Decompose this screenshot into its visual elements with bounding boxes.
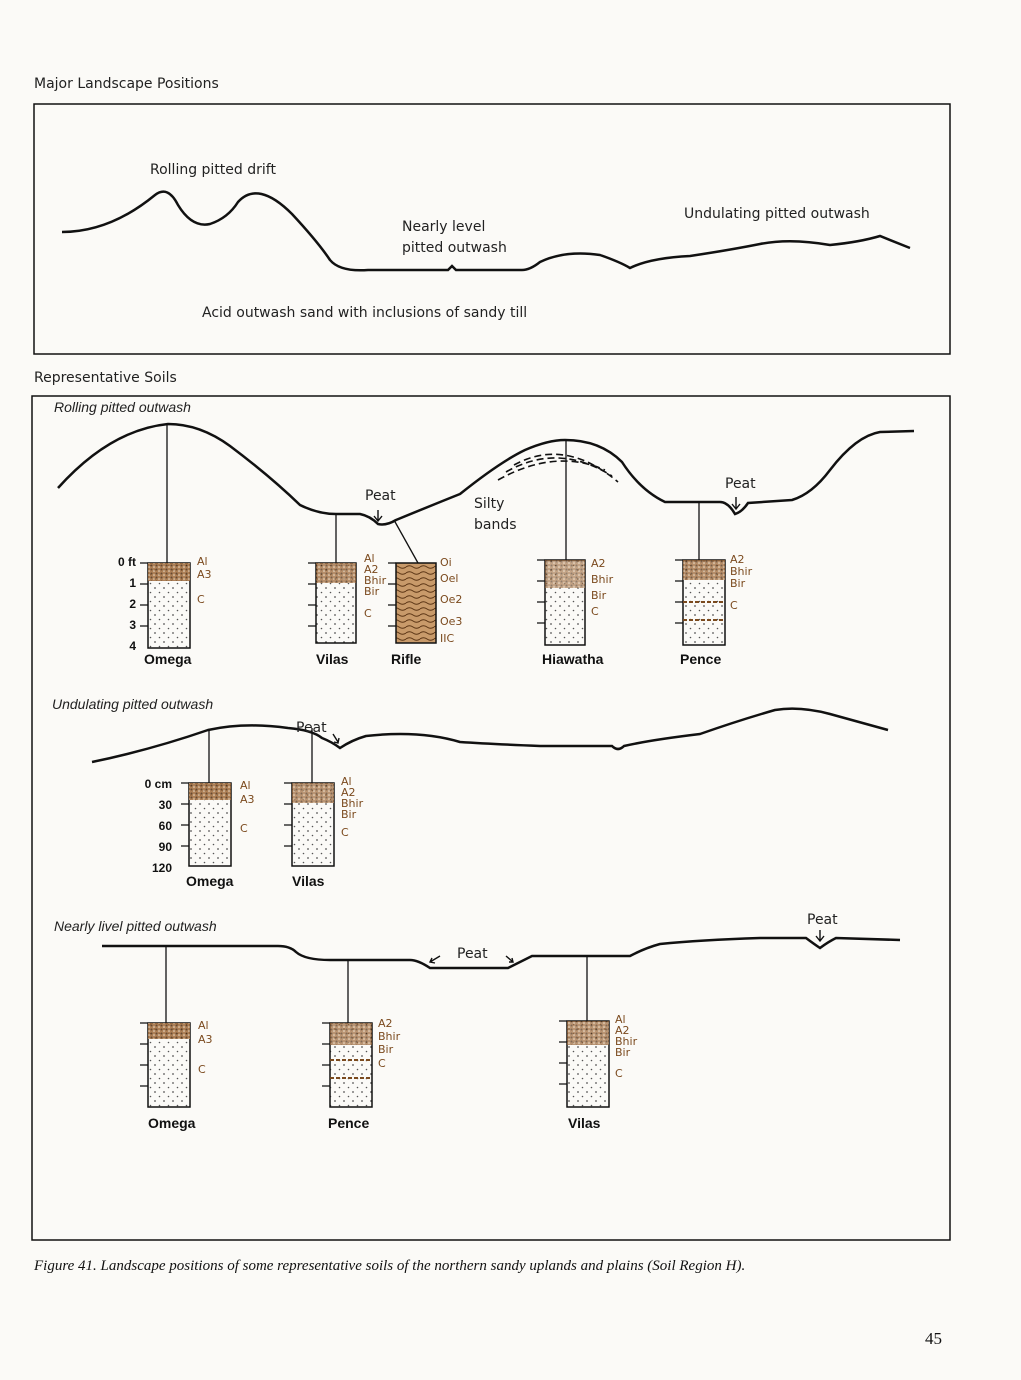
- panel1-silty-1: Silty: [474, 496, 505, 512]
- hz-vilas3-a2: A2: [615, 1024, 630, 1037]
- hz-vilas3-bir: Bir: [615, 1046, 631, 1059]
- panel1-peat-1: Peat: [365, 488, 396, 504]
- panel3-peat-1: Peat: [457, 946, 488, 962]
- hz-rifle-oi: Oi: [440, 556, 452, 569]
- representative-soils-title: Representative Soils: [34, 370, 177, 386]
- column-pence-1: [675, 502, 725, 645]
- depth-1ft: 1: [129, 576, 136, 590]
- soil-name-omega-1: Omega: [144, 651, 192, 667]
- panel1-silty-2: bands: [474, 517, 517, 533]
- hz-vilas3-al: Al: [615, 1013, 626, 1026]
- hz-vilas3-bhir: Bhir: [615, 1035, 638, 1048]
- hz-hiawatha-bir: Bir: [591, 589, 607, 602]
- depth-120cm: 120: [151, 861, 172, 875]
- hz-vilas2-al: Al: [341, 775, 352, 788]
- soil-name-hiawatha: Hiawatha: [542, 651, 604, 667]
- hz-omega3-c: C: [198, 1063, 206, 1076]
- label-nearly-level-1: Nearly level: [402, 219, 486, 235]
- hz-vilas1-al: Al: [364, 552, 375, 565]
- column-vilas-2: [284, 728, 334, 866]
- column-pence-3: [322, 960, 372, 1107]
- hz-vilas2-bhir: Bhir: [341, 797, 364, 810]
- soil-name-vilas-2: Vilas: [292, 873, 325, 889]
- hz-vilas2-a2: A2: [341, 786, 356, 799]
- nearly-level-ground-profile: [102, 938, 900, 968]
- panel2-peat: Peat: [296, 720, 327, 736]
- hz-pence1-c: C: [730, 599, 738, 612]
- hz-omega3-al: Al: [198, 1019, 209, 1032]
- panel1-peat-2: Peat: [725, 476, 756, 492]
- hz-rifle-oel: Oel: [440, 572, 459, 585]
- column-omega-2: [181, 730, 231, 866]
- soil-name-vilas-1: Vilas: [316, 651, 349, 667]
- soil-name-pence-1: Pence: [680, 651, 722, 667]
- hz-hiawatha-bhir: Bhir: [591, 573, 614, 586]
- hz-rifle-oe2: Oe2: [440, 593, 463, 606]
- hz-pence1-bhir: Bhir: [730, 565, 753, 578]
- depth-60cm: 60: [158, 819, 172, 833]
- hz-vilas2-c: C: [341, 826, 349, 839]
- column-hiawatha: [537, 440, 585, 645]
- soil-name-rifle: Rifle: [391, 651, 422, 667]
- hz-vilas1-a2: A2: [364, 563, 379, 576]
- hz-pence3-bir: Bir: [378, 1043, 394, 1056]
- hz-omega1-al: Al: [197, 555, 208, 568]
- hz-omega2-al: Al: [240, 779, 251, 792]
- panel3-peat-2: Peat: [807, 912, 838, 928]
- undulating-ground-profile: [92, 709, 888, 762]
- column-omega-1: [140, 424, 190, 648]
- hz-vilas3-c: C: [615, 1067, 623, 1080]
- silty-bands: [498, 454, 618, 482]
- hz-pence3-a2: A2: [378, 1017, 393, 1030]
- hz-omega2-a3: A3: [240, 793, 255, 806]
- depth-90cm: 90: [158, 840, 172, 854]
- depth-0cm: 0 cm: [144, 777, 172, 791]
- hz-vilas1-bir: Bir: [364, 585, 380, 598]
- column-vilas-1: [308, 514, 356, 643]
- depth-2ft: 2: [129, 597, 136, 611]
- label-nearly-level-2: pitted outwash: [402, 240, 507, 256]
- figure-caption: Figure 41. Landscape positions of some representative soils of the northern sandy uplands and plains (Soil Region H).: [34, 1258, 746, 1274]
- depth-30cm: 30: [158, 798, 172, 812]
- soil-name-pence-3: Pence: [328, 1115, 370, 1131]
- label-substrate: Acid outwash sand with inclusions of sandy till: [202, 305, 528, 321]
- hz-omega1-a3: A3: [197, 568, 212, 581]
- label-undulating-pitted-outwash: Undulating pitted outwash: [684, 206, 870, 222]
- hz-pence1-a2: A2: [730, 553, 745, 566]
- panel3-title: Nearly livel pitted outwash: [54, 918, 217, 934]
- hz-omega3-a3: A3: [198, 1033, 213, 1046]
- major-landscape-profile: [62, 192, 910, 271]
- hz-vilas1-c: C: [364, 607, 372, 620]
- hz-omega1-c: C: [197, 593, 205, 606]
- hz-rifle-iic: IIC: [440, 632, 455, 645]
- column-rifle: [388, 520, 436, 643]
- hz-vilas1-bhir: Bhir: [364, 574, 387, 587]
- label-rolling-pitted-drift: Rolling pitted drift: [150, 162, 276, 178]
- soil-name-vilas-3: Vilas: [568, 1115, 601, 1131]
- hz-hiawatha-a2: A2: [591, 557, 606, 570]
- page-number: 45: [925, 1329, 942, 1348]
- hz-pence3-c: C: [378, 1057, 386, 1070]
- hz-pence3-bhir: Bhir: [378, 1030, 401, 1043]
- major-landscape-title: Major Landscape Positions: [34, 76, 219, 92]
- soil-name-omega-3: Omega: [148, 1115, 196, 1131]
- depth-0ft: 0 ft: [118, 555, 136, 569]
- hz-pence1-bir: Bir: [730, 577, 746, 590]
- hz-omega2-c: C: [240, 822, 248, 835]
- hz-vilas2-bir: Bir: [341, 808, 357, 821]
- depth-3ft: 3: [129, 618, 136, 632]
- soil-name-omega-2: Omega: [186, 873, 234, 889]
- depth-4ft: 4: [129, 639, 136, 653]
- panel2-title: Undulating pitted outwash: [52, 696, 214, 712]
- hz-hiawatha-c: C: [591, 605, 599, 618]
- column-omega-3: [140, 946, 190, 1107]
- hz-rifle-oe3: Oe3: [440, 615, 463, 628]
- column-vilas-3: [559, 956, 609, 1107]
- panel1-title: Rolling pitted outwash: [54, 399, 191, 415]
